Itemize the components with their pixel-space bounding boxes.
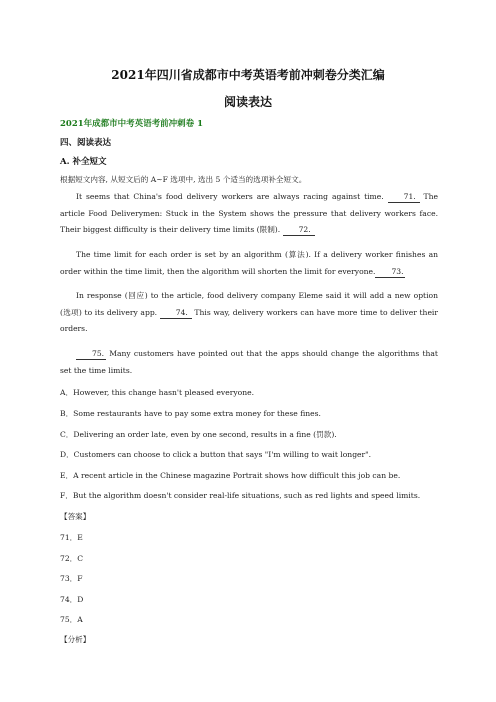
paragraph-2-text: The time limit for each order is set by an algorithm (算法). If a delivery worker finishes an order within the time limit, then the algorithm will shorten the limit for everyone. [60,250,438,276]
analysis-label: 【分析】 [60,635,91,644]
option-f: F．But the algorithm doesn't consider real-life situations, such as red lights and speed limits. [60,491,421,500]
paragraph-1-text-b: The article Food Deliverymen: Stuck in the System shows the pressure that delivery workers face. Their biggest difficulty is their delivery time limits (限制). [60,192,438,234]
answer-label: 【答案】 [60,512,91,521]
paragraph-2 [60,247,438,280]
section-heading: 2021年成都市中考英语考前冲刺卷 1 [60,119,204,129]
answer-72: 72．C [60,554,84,563]
answer-73: 73．F [60,574,83,583]
answer-74: 74．D [60,595,84,604]
answer-75: 75．A [60,615,83,624]
option-b: B．Some restaurants have to pay some extra money for these fines. [60,409,321,418]
blank-74: 74. [160,308,192,319]
option-e: E．A recent article in the Chinese magazine Portrait shows how difficult this job can be. [60,471,401,480]
instruction-text: 根据短文内容, 从短文后的 A~F 选项中, 选出 5 个适当的选项补全短文。 [60,175,307,184]
blank-75: 75. [76,349,106,360]
blank-72: 72. [283,225,315,236]
option-a: A．However, this change hasn't pleased everyone. [60,388,254,397]
blank-73: 73. [375,267,405,278]
answer-71: 71．E [60,533,83,542]
blank-71: 71. [388,192,420,203]
paragraph-3 [60,288,438,338]
paragraph-1 [60,189,438,239]
document-title: 2021年四川省成都市中考英语考前冲刺卷分类汇编 [111,68,385,82]
paragraph-1-text-a: It seems that China's food delivery workers are always racing against time. [76,192,388,201]
paragraph-4-text: Many customers have pointed out that the apps should change the algorithms that set the time limits. [60,349,438,375]
document-subtitle: 阅读表达 [223,95,272,109]
option-d: D．Customers can choose to click a button that says "I'm willing to wait longer". [60,450,372,459]
paragraph-4 [60,346,438,379]
option-c: C．Delivering an order late, even by one second, results in a fine (罚款). [60,430,337,439]
paragraph-3-text-a: In response (回应) to the article, food delivery company Eleme said it will add a new option (选项) to its delivery app. [60,291,438,317]
part-heading: 四、阅读表达 [60,138,112,148]
sub-heading: A. 补全短文 [60,157,107,167]
paragraph-3-text-b: This way, delivery workers can have more time to deliver their orders. [60,307,438,333]
